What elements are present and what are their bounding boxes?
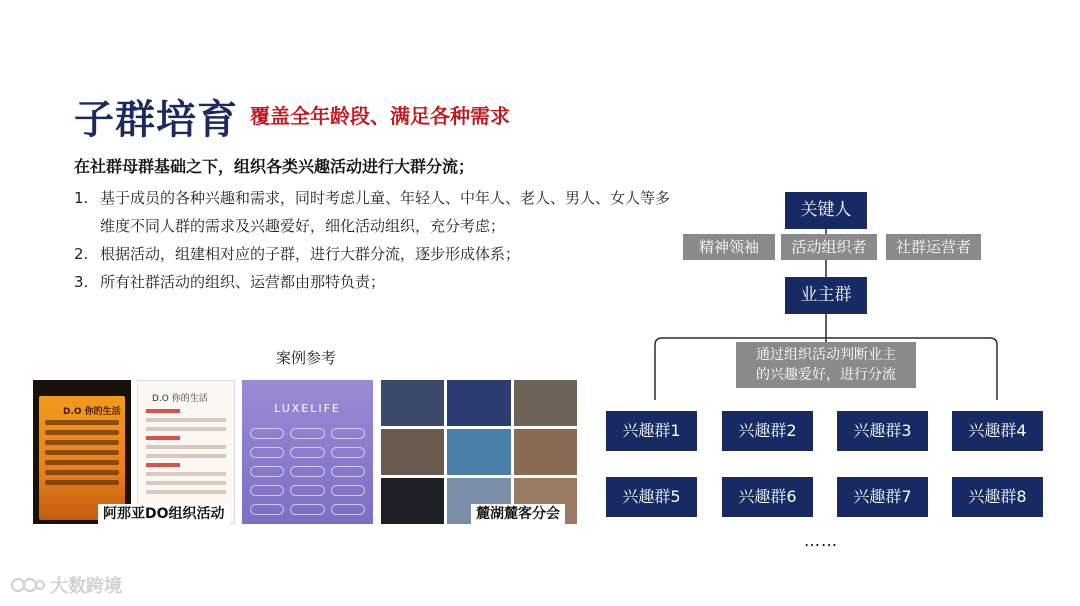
interest-group-box: 兴趣群6: [722, 477, 813, 517]
watermark: [10, 572, 122, 598]
interest-group-box: 兴趣群4: [952, 411, 1043, 451]
watermark-text: 大数跨境: [50, 576, 122, 597]
diversion-note: [736, 342, 916, 388]
more-groups-ellipsis: ……: [804, 531, 838, 550]
key-person-box: 关键人: [785, 192, 867, 229]
point-text: 基于成员的各种兴趣和需求，同时考虑儿童、年轻人、中年人、老人、男人、女人等多维度不同人群的需求及兴趣爱好，细化活动组织，充分考虑；: [100, 189, 671, 235]
owner-group-box: 业主群: [785, 277, 867, 314]
lead-text: 在社群母群基础之下，组织各类兴趣活动进行大群分流；: [74, 157, 475, 176]
interest-group-box: 兴趣群3: [837, 411, 928, 451]
poster-header: D.O 你的生活: [63, 407, 121, 417]
role-box-operator: 社群运营者: [886, 234, 981, 260]
interest-group-box: 兴趣群8: [952, 477, 1043, 517]
note-line-2: 的兴趣爱好，进行分流: [756, 367, 896, 383]
interest-group-box: 兴趣群7: [837, 477, 928, 517]
logo-icon: [10, 574, 46, 596]
interest-group-box: 兴趣群1: [606, 411, 697, 451]
case-title: 案例参考: [276, 349, 337, 367]
note-line-1: 通过组织活动判断业主: [756, 347, 896, 363]
case-caption-left: 阿那亚DO组织活动: [98, 504, 230, 525]
page-title: 子群培育: [74, 97, 238, 143]
point-number: 1.: [74, 189, 89, 207]
poster-header: LUXELIFE: [274, 402, 341, 415]
case-caption-right: 麓湖麓客分会: [471, 504, 565, 525]
role-box-leader: 精神领袖: [683, 234, 775, 260]
point-text: 根据活动，组建相对应的子群，进行大群分流，逐步形成体系；: [100, 245, 521, 263]
role-box-organizer: 活动组织者: [781, 234, 877, 260]
point-text: 所有社群活动的组织、运营都由那特负责；: [100, 273, 386, 291]
page-subtitle: 覆盖全年龄段、满足各种需求: [250, 104, 510, 128]
poster-header: D.O 你的生活: [152, 394, 208, 404]
point-number: 3.: [74, 273, 89, 291]
point-number: 2.: [74, 245, 89, 263]
interest-group-box: 兴趣群2: [722, 411, 813, 451]
interest-group-box: 兴趣群5: [606, 477, 697, 517]
